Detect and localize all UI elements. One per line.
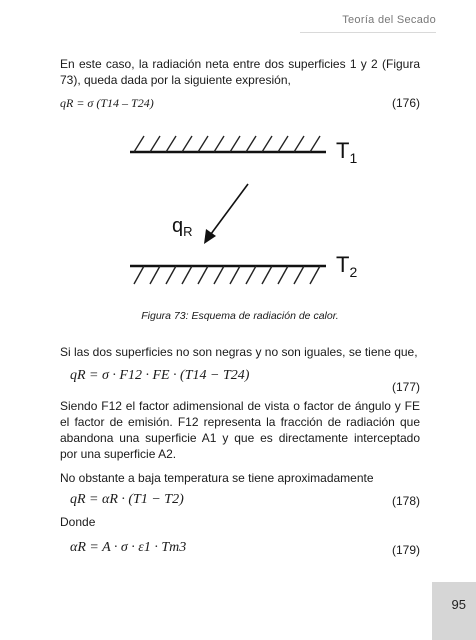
- radiation-arrow-head: [204, 229, 216, 244]
- paragraph-2: Si las dos superficies no son negras y no son iguales, se tiene que,: [60, 345, 418, 359]
- top-surface-hatching: [134, 136, 320, 152]
- q-label: $q_R$: [172, 215, 193, 239]
- bottom-surface-hatching: [134, 266, 320, 284]
- equation-176-number: (176): [391, 96, 420, 110]
- header-rule: [300, 32, 436, 33]
- donde-label: Donde: [60, 515, 96, 529]
- equation-176: qR = σ (T14 – T24): [60, 96, 154, 110]
- page-number: 95: [451, 597, 466, 612]
- t1-label: $T_1$: [336, 138, 358, 166]
- t2-label: $T_2$: [336, 252, 358, 280]
- equation-177: qR = σ · F12 · FE · (T14 − T24): [70, 368, 250, 383]
- equation-179: αR = A · σ · ε1 · Tm3: [70, 540, 187, 555]
- radiation-arrow-shaft: [208, 184, 248, 238]
- equation-179-number: (179): [391, 543, 420, 557]
- running-header: Teoría del Secado: [342, 14, 436, 26]
- radiation-diagram: [110, 126, 370, 316]
- paragraph-4: No obstante a baja temperatura se tiene aproximadamente: [60, 471, 374, 485]
- equation-178-number: (178): [391, 494, 420, 508]
- equation-178: qR = αR · (T1 − T2): [70, 492, 184, 507]
- equation-177-number: (177): [391, 380, 420, 394]
- paragraph-3: Siendo F12 el factor adimensional de vista o factor de ángulo y FE el factor de emisión. F12 representa la fracción de radiación que abandona una superficie A1 y que es directamente interceptado por una superficie A2.: [60, 399, 420, 461]
- figure-caption: Figura 73: Esquema de radiación de calor.: [141, 310, 339, 322]
- intro-paragraph: En este caso, la radiación neta entre dos superficies 1 y 2 (Figura 73), queda dada por la siguiente expresión,: [60, 57, 420, 87]
